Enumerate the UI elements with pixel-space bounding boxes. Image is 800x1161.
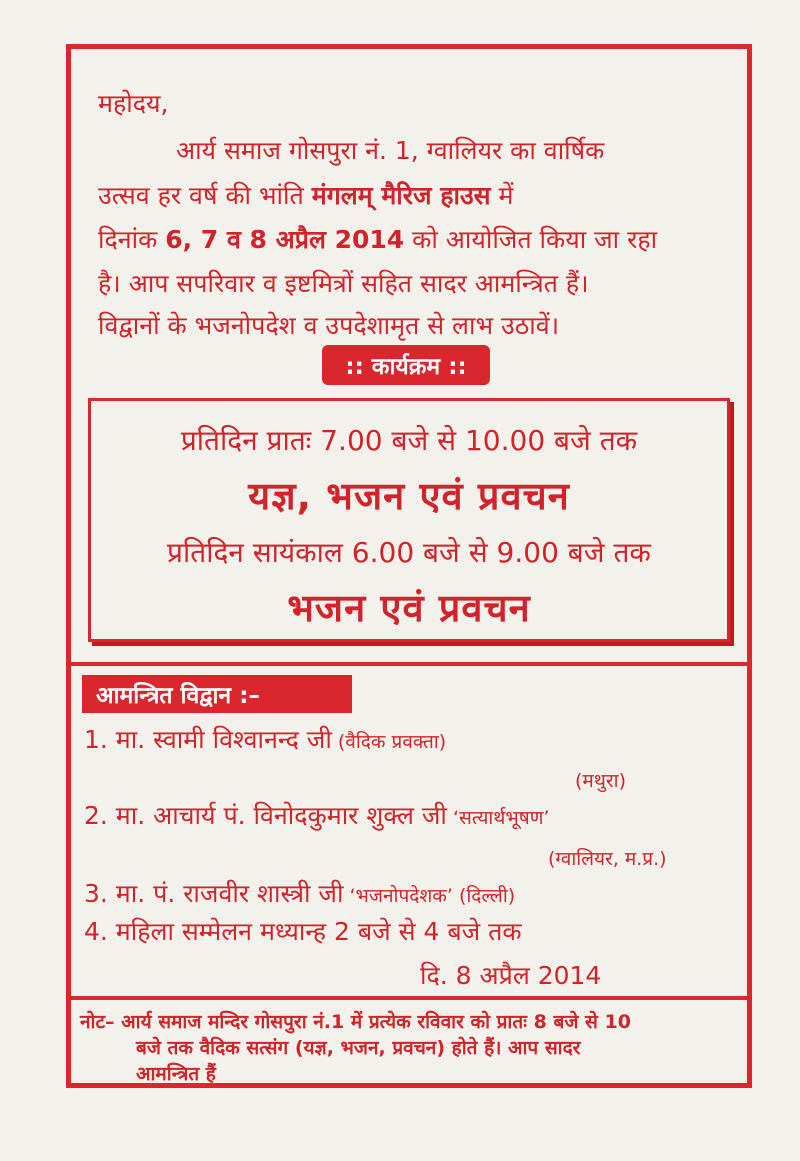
- note-line-3: आमन्त्रित हैं: [136, 1063, 216, 1085]
- invited-item-2-text: 2. मा. आचार्य पं. विनोदकुमार शुक्ल जी: [84, 801, 447, 830]
- intro-line-3: [98, 222, 657, 256]
- intro-line-3-post: को आयोजित किया जा रहा: [404, 225, 658, 254]
- section-divider: [66, 662, 752, 666]
- invited-item-4: [84, 914, 522, 948]
- invited-item-4-date: दि. 8 अप्रैल 2014: [420, 961, 602, 990]
- invited-item-1: [84, 722, 446, 756]
- note-line-1: नोट– आर्य समाज मन्दिर गोसपुरा नं.1 में प्रत्येक रविवार को प्रातः 8 बजे से 10: [80, 1011, 631, 1033]
- invited-item-4-text: 4. महिला सम्मेलन मध्यान्ह 2 बजे से 4 बजे तक: [84, 917, 522, 946]
- invited-item-2-note: ‘सत्यार्थभूषण’: [446, 807, 550, 829]
- morning-title: यज्ञ, भजन एवं प्रवचन: [248, 474, 570, 518]
- intro-line-2-pre: उत्सव हर वर्ष की भांति: [98, 181, 312, 210]
- salutation: महोदय,: [98, 89, 169, 118]
- note-line-2: बजे तक वैदिक सत्संग (यज्ञ, भजन, प्रवचन) होते हैं। आप सादर: [136, 1037, 581, 1059]
- intro-line-2-post: में: [490, 181, 514, 210]
- intro-line-5: विद्वानों के भजनोपदेश व उपदेशामृत से लाभ उठावें।: [98, 311, 560, 340]
- intro-line-3-pre: दिनांक: [98, 225, 166, 254]
- event-dates: 6, 7 व 8 अप्रैल 2014: [165, 225, 405, 254]
- note-divider: [66, 996, 752, 1000]
- invited-item-3-note: ‘भजनोपदेशक’ (दिल्ली): [343, 885, 516, 907]
- program-box: [88, 398, 730, 642]
- invited-item-1-note: (वैदिक प्रवक्ता): [331, 731, 447, 753]
- intro-line-1: आर्य समाज गोसपुरा नं. 1, ग्वालियर का वार्षिक: [176, 136, 605, 165]
- intro-line-2: [98, 178, 513, 212]
- invited-item-1-place: (मथुरा): [575, 770, 627, 792]
- morning-time: प्रतिदिन प्रातः 7.00 बजे से 10.00 बजे तक: [180, 424, 638, 457]
- venue-name: मंगलम् मैरिज हाउस: [311, 181, 491, 210]
- invited-item-1-text: 1. मा. स्वामी विश्वानन्द जी: [84, 725, 332, 754]
- intro-line-4: है। आप सपरिवार व इष्टमित्रों सहित सादर आमन्त्रित हैं।: [98, 269, 589, 298]
- program-heading: :: कार्यक्रम ::: [322, 345, 490, 385]
- evening-title: भजन एवं प्रवचन: [287, 586, 531, 630]
- invited-item-2: [84, 798, 550, 832]
- invited-label: आमन्त्रित विद्वान :–: [82, 675, 352, 713]
- evening-time: प्रतिदिन सायंकाल 6.00 बजे से 9.00 बजे तक: [167, 536, 651, 569]
- invited-item-3: [84, 876, 515, 910]
- invited-item-2-place: (ग्वालियर, म.प्र.): [548, 848, 667, 870]
- invited-item-3-text: 3. मा. पं. राजवीर शास्त्री जी: [84, 879, 344, 908]
